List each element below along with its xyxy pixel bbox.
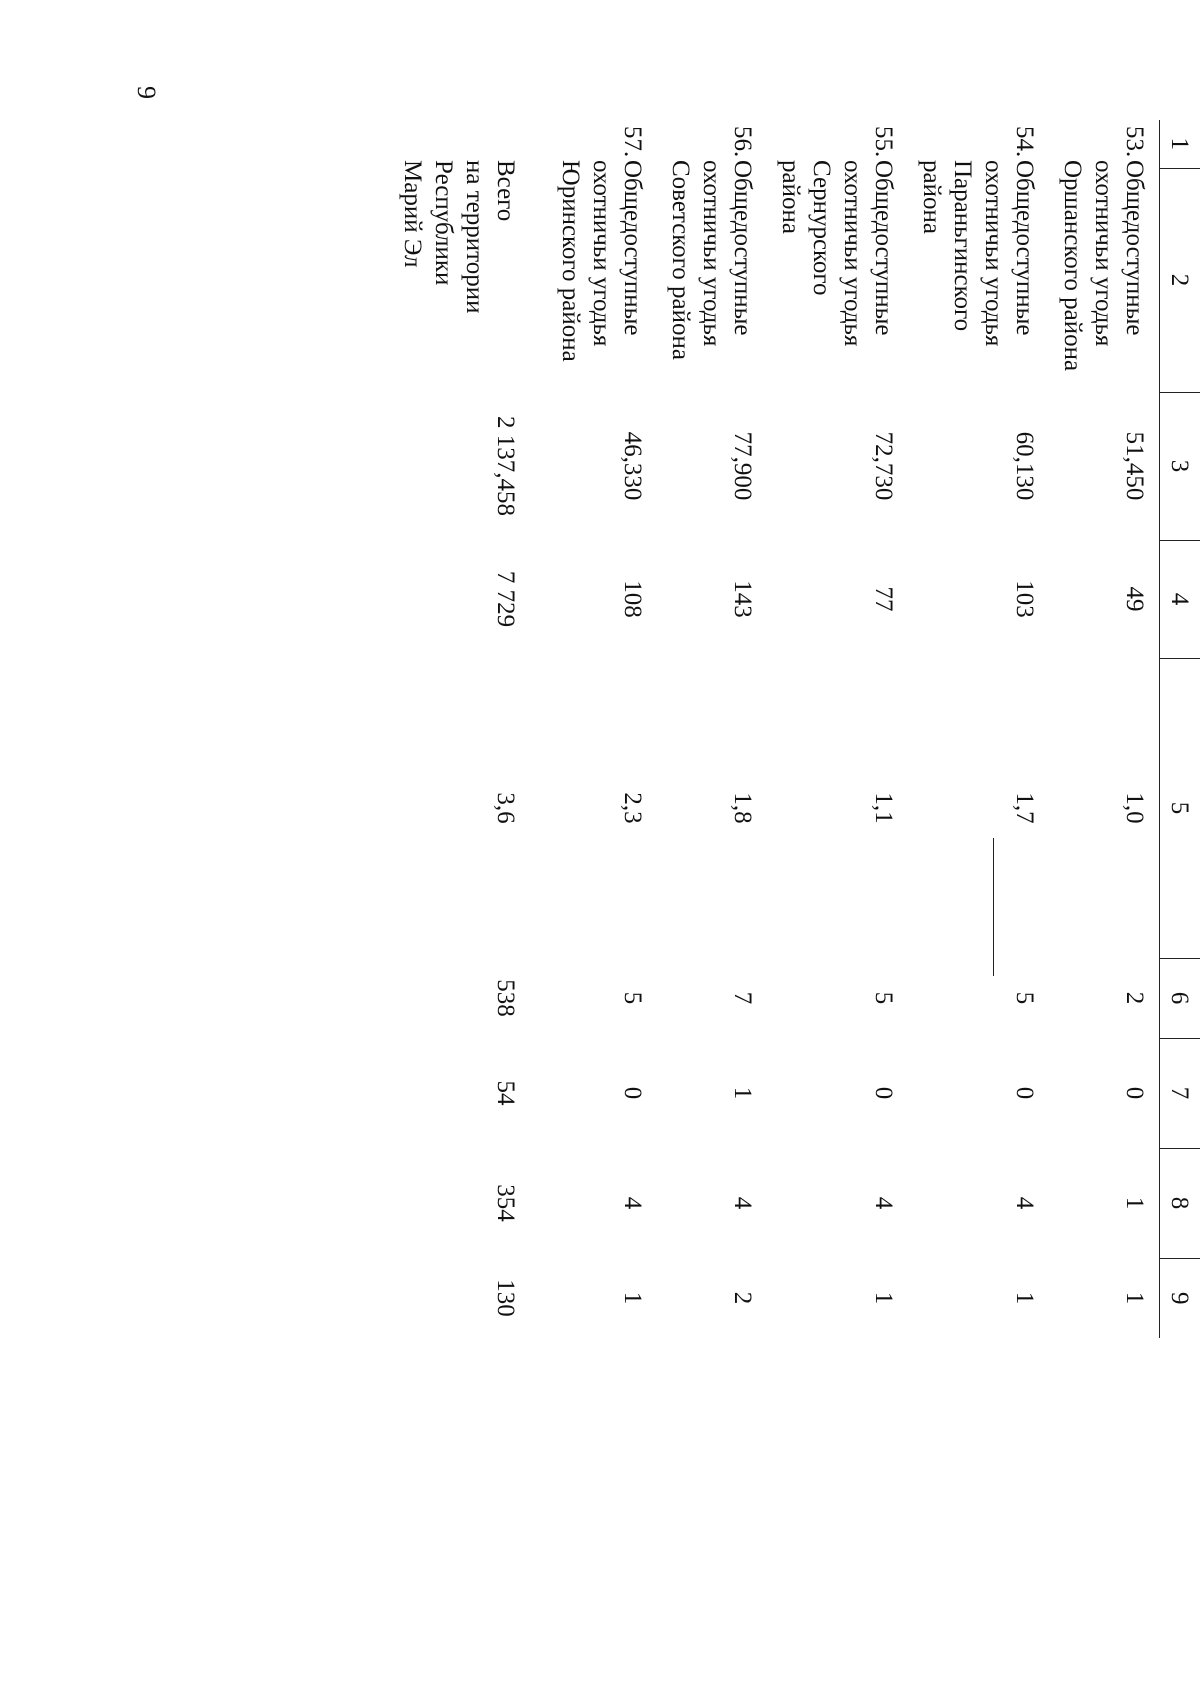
table-row <box>767 120 908 1338</box>
row-name-cell <box>547 120 657 392</box>
table-row <box>547 120 657 1338</box>
cell-col6: 5 <box>1011 991 1038 1005</box>
row-name-cell <box>657 120 767 392</box>
header-cell-5: 5 <box>1160 658 1200 958</box>
cell-col3: 77,900 <box>729 431 756 501</box>
cell-col8: 4 <box>870 1196 897 1210</box>
row-number: 54. <box>1011 126 1038 158</box>
cell-col5: 1,0 <box>1121 792 1148 824</box>
data-table <box>389 120 1200 1338</box>
cell-col9: 1 <box>1121 1291 1148 1305</box>
row-name-line: Сернурского <box>808 160 835 296</box>
page-number: 9 <box>132 86 161 99</box>
cell-col8: 1 <box>1121 1196 1148 1210</box>
cell-col6: 7 <box>729 991 756 1005</box>
row-name-line: Параньгинского <box>949 160 976 332</box>
cell-col8: 4 <box>729 1196 756 1210</box>
row-name-line: Общедоступные <box>1121 160 1148 336</box>
header-cell-6: 6 <box>1160 958 1200 1038</box>
row-name-line: Общедоступные <box>870 160 897 336</box>
end-separator-line <box>993 838 994 976</box>
cell-col6: 2 <box>1121 991 1148 1005</box>
total-name-line: Республики <box>430 160 457 286</box>
row-name-line: Советского района <box>667 160 694 360</box>
cell-col3: 51,450 <box>1121 431 1148 501</box>
total-name-line: на территории <box>461 160 488 314</box>
cell-col4: 103 <box>1011 580 1038 618</box>
row-name-line: охотничьи угодья <box>980 160 1007 347</box>
table-row <box>657 120 767 1338</box>
cell-col4: 49 <box>1121 586 1148 612</box>
cell-col7: 0 <box>1011 1086 1038 1100</box>
header-cell-1: 1 <box>1160 120 1200 168</box>
row-name-line: района <box>777 160 804 234</box>
total-col3: 2 137,458 <box>492 416 519 516</box>
row-name-line: охотничьи угодья <box>588 160 615 347</box>
total-name-line: Марий Эл <box>399 160 426 268</box>
header-cell-3: 3 <box>1160 392 1200 540</box>
row-name-line: охотничьи угодья <box>698 160 725 347</box>
total-col7: 54 <box>492 1080 519 1106</box>
cell-col9: 2 <box>729 1291 756 1305</box>
cell-col6: 5 <box>619 991 646 1005</box>
table-row <box>908 120 1049 1338</box>
cell-col7: 0 <box>1121 1086 1148 1100</box>
total-col4: 7 729 <box>492 570 519 628</box>
row-name-cell <box>1049 120 1160 392</box>
header-cell-9: 9 <box>1160 1258 1200 1338</box>
row-number: 53. <box>1121 126 1148 158</box>
row-name-line: Общедоступные <box>1011 160 1038 336</box>
cell-col4: 143 <box>729 580 756 618</box>
row-name-line: Юринского района <box>557 160 584 362</box>
cell-col5: 1,1 <box>870 792 897 824</box>
row-number: 56. <box>729 126 756 158</box>
total-row <box>389 120 547 1338</box>
cell-col7: 0 <box>870 1086 897 1100</box>
row-name-line: охотничьи угодья <box>839 160 866 347</box>
cell-col4: 108 <box>619 580 646 618</box>
row-name-line: Общедоступные <box>729 160 756 336</box>
row-number: 55. <box>870 126 897 158</box>
header-cell-8: 8 <box>1160 1148 1200 1258</box>
row-name-line: района <box>918 160 945 234</box>
total-name-cell <box>389 120 547 392</box>
header-row <box>1160 120 1200 1338</box>
cell-col4: 77 <box>870 586 897 612</box>
row-name-line: охотничьи угодья <box>1090 160 1117 347</box>
table-row <box>1049 120 1160 1338</box>
row-number: 57. <box>619 126 646 158</box>
cell-col9: 1 <box>870 1291 897 1305</box>
row-name-line: Оршанского района <box>1059 160 1086 372</box>
cell-col5: 1,7 <box>1011 792 1038 824</box>
header-cell-2: 2 <box>1160 168 1200 392</box>
cell-col6: 5 <box>870 991 897 1005</box>
cell-col5: 2,3 <box>619 792 646 824</box>
header-cell-7: 7 <box>1160 1038 1200 1148</box>
cell-col3: 60,130 <box>1011 431 1038 501</box>
row-name-cell <box>767 120 908 392</box>
total-col5: 3,6 <box>492 792 519 824</box>
cell-col8: 4 <box>1011 1196 1038 1210</box>
cell-col7: 1 <box>729 1086 756 1100</box>
total-name-line: Всего <box>492 160 519 222</box>
cell-col7: 0 <box>619 1086 646 1100</box>
cell-col5: 1,8 <box>729 792 756 824</box>
cell-col8: 4 <box>619 1196 646 1210</box>
cell-col3: 46,330 <box>619 431 646 501</box>
row-name-line: Общедоступные <box>619 160 646 336</box>
header-cell-4: 4 <box>1160 540 1200 658</box>
cell-col9: 1 <box>619 1291 646 1305</box>
total-col6: 538 <box>492 979 519 1017</box>
total-col8: 354 <box>492 1184 519 1222</box>
cell-col9: 1 <box>1011 1291 1038 1305</box>
cell-col3: 72,730 <box>870 431 897 501</box>
total-col9: 130 <box>492 1279 519 1317</box>
row-name-cell <box>908 120 1049 392</box>
